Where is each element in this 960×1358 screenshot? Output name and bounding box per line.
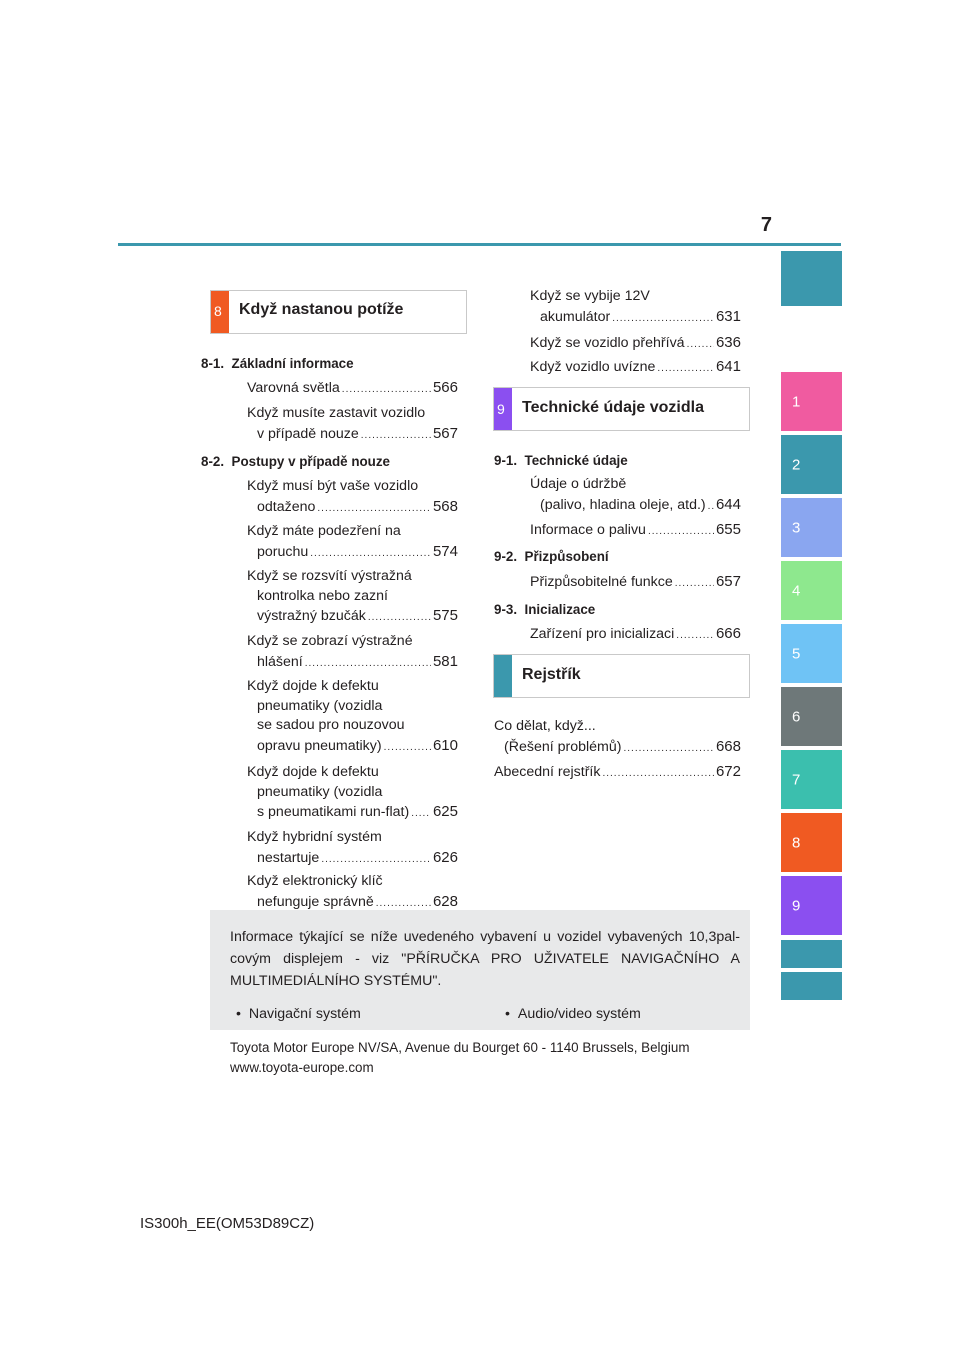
toc-entry[interactable]: Když vozidlo uvízne ..... 641 [530,357,741,379]
info-box [210,910,750,1030]
section-8-header[interactable] [210,290,467,334]
toc-entry[interactable]: Když máte podezření na poruchu ..... 574 [247,522,458,563]
subsection-9-1[interactable]: 9-1. Technické údaje [494,453,628,468]
subsection-9-3[interactable]: 9-3. Inicializace [494,602,596,617]
toc-entry[interactable]: Zařízení pro inicializaci ..... 666 [530,624,741,646]
chapter-tab-6[interactable]: 6 [781,687,842,746]
section-9-number-badge: 9 [494,388,512,430]
chapter-tab-4[interactable]: 4 [781,561,842,620]
toc-entry[interactable]: Údaje o údržbě (palivo, hladina oleje, atd.) ..... 644 [530,475,741,516]
section-8-title: Když nastanou potíže [239,301,404,318]
toc-entry[interactable]: Když se vybije 12V akumulátor ..... 631 [530,287,741,328]
toc-entry[interactable]: Informace o palivu ..... 655 [530,520,741,542]
subsection-9-2[interactable]: 9-2. Přizpůsobení [494,549,609,564]
toc-entry[interactable]: Varovná světla ..... 566 [247,378,458,400]
section-9-header[interactable] [493,387,750,431]
subsection-8-1[interactable]: 8-1. Základní informace [201,356,354,371]
toc-entry[interactable]: Když hybridní systém nestartuje ..... 626 [247,828,458,869]
toc-entry[interactable]: Když se vozidlo přehřívá ..... 636 [530,333,741,355]
toc-entry[interactable]: Když musíte zastavit vozidlo v případě nouze ..... 567 [247,404,458,445]
section-8-number-badge: 8 [211,291,229,333]
toc-entry[interactable]: Když dojde k defektu pneumatiky (vozidla s pneumatikami run-flat) ..... 625 [247,763,458,824]
chapter-tab-1[interactable]: 1 [781,372,842,431]
chapter-tab-3[interactable]: 3 [781,498,842,557]
bullet-navigation: • Navigační systém [236,1006,361,1022]
index-badge [494,655,512,697]
toc-entry[interactable]: Když se rozsvítí výstražná kontrolka nebo zazní výstražný bzučák ..... 575 [247,567,458,628]
subsection-8-2[interactable]: 8-2. Postupy v případě nouze [201,454,391,469]
toc-entry[interactable]: Když musí být vaše vozidlo odtaženo ..... 568 [247,477,458,518]
chapter-tab-5[interactable]: 5 [781,624,842,683]
toc-entry[interactable]: Přizpůsobitelné funkce ..... 657 [530,572,741,594]
chapter-tab-blank[interactable] [781,251,842,306]
toc-entry[interactable]: Co dělat, když... (Řešení problémů) ..... 668 [494,717,741,758]
info-text: Informace týkající se níže uvedeného vybavení u vozidel vybavených 10,3pal-covým displejem - viz "PŘÍRUČKA PRO UŽIVATELE NAVIGAČNÍHO A MULTIMEDIÁLNÍHO SYSTÉMU". [230,929,740,989]
chapter-tab-8[interactable]: 8 [781,813,842,872]
header-rule [118,243,841,246]
toc-entry[interactable]: Abecední rejstřík ..... 672 [494,762,741,784]
footer-url[interactable]: www.toyota-europe.com [230,1060,374,1075]
toc-entry[interactable]: Když elektronický klíč nefunguje správně ..... 628 [247,872,458,913]
chapter-tab-7[interactable]: 7 [781,750,842,809]
chapter-tab-blank[interactable] [781,940,842,968]
index-header[interactable] [493,654,750,698]
chapter-tab-2[interactable]: 2 [781,435,842,494]
toc-entry[interactable]: Když dojde k defektu pneumatiky (vozidla se sadou pro nouzovou opravu pneumatiky) ..... 610 [247,677,458,757]
footer-address: Toyota Motor Europe NV/SA, Avenue du Bourget 60 - 1140 Brussels, Belgium [230,1040,690,1055]
index-title: Rejstřík [522,666,581,683]
toc-entry[interactable]: Když se zobrazí výstražné hlášení ..... 581 [247,632,458,673]
page-number: 7 [760,214,772,236]
chapter-tab-9[interactable]: 9 [781,876,842,935]
section-9-title: Technické údaje vozidla [522,399,704,416]
chapter-tab-blank[interactable] [781,972,842,1000]
bullet-audio-video: • Audio/video systém [505,1006,641,1022]
model-code: IS300h_EE(OM53D89CZ) [140,1215,315,1232]
